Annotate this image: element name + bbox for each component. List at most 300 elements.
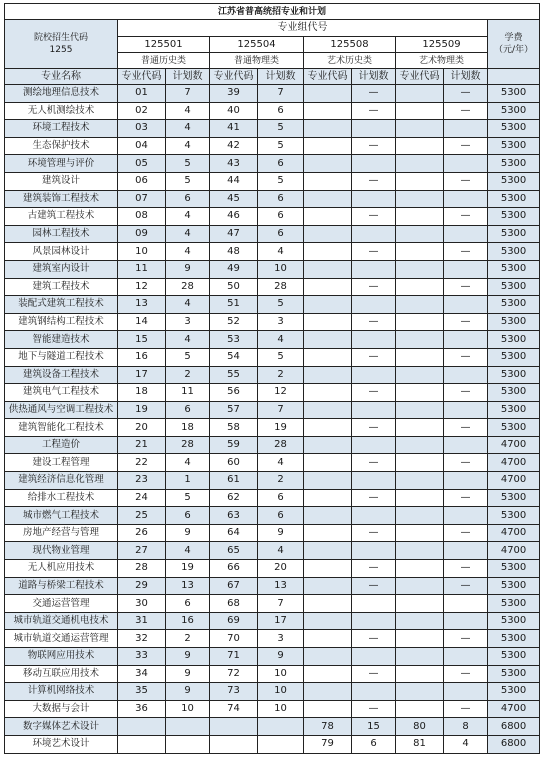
group4-code-cell [396,507,444,525]
group1-plan-cell: 18 [166,419,210,437]
group4-plan-cell [444,507,488,525]
group4-plan-cell: — [444,348,488,366]
group4-code-cell [396,700,444,718]
major-name-cell: 供热通风与空调工程技术 [5,401,118,419]
major-name-cell: 交通运营管理 [5,595,118,613]
group2-plan-cell: 3 [258,630,304,648]
fee-cell: 5300 [488,190,540,208]
major-name-cell: 建筑智能化工程技术 [5,419,118,437]
group-header: 专业组代号 [118,20,488,37]
fee-cell: 5300 [488,384,540,402]
group1-plan-cell: 9 [166,524,210,542]
group2-code-cell: 58 [210,419,258,437]
group3-plan-cell: — [352,137,396,155]
group1-plan-cell: 9 [166,683,210,701]
group3-code-cell [304,612,352,630]
group2-plan-cell: 28 [258,278,304,296]
group1-code-cell: 14 [118,313,166,331]
group1-plan-cell: 13 [166,577,210,595]
major-name-cell: 测绘地理信息技术 [5,85,118,103]
group2-plan-cell: 4 [258,454,304,472]
group3-code-cell [304,542,352,560]
group-code-4: 125509 [396,37,488,53]
group3-plan-cell [352,436,396,454]
group-category-2: 普通物理类 [210,53,304,69]
fee-cell: 4700 [488,454,540,472]
group4-plan-cell: — [444,560,488,578]
group1-plan-cell: 6 [166,401,210,419]
group1-plan-cell: 4 [166,120,210,138]
group1-code-cell: 29 [118,577,166,595]
group3-plan-cell [352,260,396,278]
group3-plan-cell: — [352,665,396,683]
group4-code-cell [396,472,444,490]
table-row [5,366,540,384]
group1-plan-cell: 5 [166,155,210,173]
group1-plan-cell: 2 [166,630,210,648]
col-header-fee-spacer [488,69,540,85]
col-header-major-code: 专业代码 [210,69,258,85]
major-name-cell: 地下与隧道工程技术 [5,348,118,366]
group3-code-cell [304,243,352,261]
group2-plan-cell: 7 [258,401,304,419]
group-category-3: 艺术历史类 [304,53,396,69]
group1-code-cell: 13 [118,296,166,314]
group1-plan-cell: 6 [166,190,210,208]
group1-code-cell: 25 [118,507,166,525]
group1-plan-cell: 4 [166,331,210,349]
table-row [5,577,540,595]
major-name-cell: 装配式建筑工程技术 [5,296,118,314]
group4-plan-cell: — [444,419,488,437]
group2-code-cell: 59 [210,436,258,454]
group-category-4: 艺术物理类 [396,53,488,69]
table-row [5,612,540,630]
group2-code-cell: 49 [210,260,258,278]
group1-plan-cell: 2 [166,366,210,384]
group2-plan-cell: 9 [258,524,304,542]
group3-code-cell [304,366,352,384]
group3-code-cell [304,436,352,454]
major-name-cell: 环境艺术设计 [5,735,118,753]
group3-code-cell [304,120,352,138]
major-name-cell: 城市轨道交通机电技术 [5,612,118,630]
group2-plan-cell: 6 [258,155,304,173]
major-name-cell: 给排水工程技术 [5,489,118,507]
group2-code-cell: 72 [210,665,258,683]
group1-code-cell: 09 [118,225,166,243]
col-header-major-name: 专业名称 [5,69,118,85]
group1-plan-cell: 5 [166,489,210,507]
table-row [5,436,540,454]
group3-code-cell [304,419,352,437]
group4-plan-cell [444,120,488,138]
group1-code-cell [118,718,166,736]
major-name-cell: 园林工程技术 [5,225,118,243]
group4-code-cell [396,331,444,349]
group4-code-cell [396,102,444,120]
group4-plan-cell [444,683,488,701]
group4-plan-cell [444,436,488,454]
group4-plan-cell [444,648,488,666]
table-row [5,648,540,666]
group3-plan-cell [352,225,396,243]
group1-code-cell: 32 [118,630,166,648]
col-header-major-code: 专业代码 [396,69,444,85]
group3-code-cell [304,137,352,155]
group3-code-cell [304,683,352,701]
fee-cell: 4700 [488,542,540,560]
group4-code-cell [396,348,444,366]
group4-code-cell [396,85,444,103]
group3-code-cell [304,313,352,331]
group2-code-cell: 62 [210,489,258,507]
group2-plan-cell: 10 [258,260,304,278]
group4-code-cell [396,683,444,701]
group3-plan-cell [352,366,396,384]
group4-code-cell [396,225,444,243]
group4-code-cell [396,260,444,278]
group1-code-cell: 23 [118,472,166,490]
group2-plan-cell: 4 [258,331,304,349]
table-row [5,401,540,419]
group2-plan-cell: 10 [258,683,304,701]
group1-plan-cell: 4 [166,208,210,226]
major-name-cell: 道路与桥梁工程技术 [5,577,118,595]
group2-plan-cell: 10 [258,700,304,718]
table-row [5,296,540,314]
group3-plan-cell [352,507,396,525]
major-name-cell: 工程造价 [5,436,118,454]
group1-code-cell: 11 [118,260,166,278]
group2-plan-cell: 5 [258,120,304,138]
group2-code-cell: 52 [210,313,258,331]
group4-plan-cell: 8 [444,718,488,736]
col-header-major-code: 专业代码 [118,69,166,85]
group4-code-cell [396,208,444,226]
group3-code-cell [304,489,352,507]
fee-cell: 5300 [488,612,540,630]
group2-code-cell: 46 [210,208,258,226]
table-row [5,718,540,736]
group3-code-cell [304,577,352,595]
fee-unit: （元/年） [494,45,534,55]
group3-plan-cell: — [352,454,396,472]
group1-code-cell: 20 [118,419,166,437]
group3-plan-cell: — [352,278,396,296]
table-title: 江苏省普高统招专业和计划 [5,4,540,20]
group2-code-cell: 63 [210,507,258,525]
group4-plan-cell [444,190,488,208]
group1-code-cell: 03 [118,120,166,138]
group2-plan-cell: 19 [258,419,304,437]
group-category-1: 普通历史类 [118,53,210,69]
group4-plan-cell: — [444,524,488,542]
fee-cell: 5300 [488,665,540,683]
group4-plan-cell: — [444,454,488,472]
group3-plan-cell: — [352,524,396,542]
major-name-cell: 大数据与会计 [5,700,118,718]
major-name-cell: 生态保护技术 [5,137,118,155]
group2-plan-cell: 9 [258,648,304,666]
group1-code-cell: 21 [118,436,166,454]
major-name-cell: 计算机网络技术 [5,683,118,701]
group3-code-cell [304,401,352,419]
group2-plan-cell: 3 [258,313,304,331]
group1-plan-cell: 4 [166,243,210,261]
group4-code-cell [396,665,444,683]
group4-code-cell [396,648,444,666]
group2-code-cell: 73 [210,683,258,701]
group2-plan-cell: 6 [258,102,304,120]
fee-cell: 4700 [488,524,540,542]
group4-plan-cell [444,472,488,490]
table-row [5,331,540,349]
group4-code-cell [396,243,444,261]
table-row [5,278,540,296]
group2-code-cell: 48 [210,243,258,261]
table-row [5,560,540,578]
fee-cell: 5300 [488,648,540,666]
fee-cell: 5300 [488,208,540,226]
group4-code-cell [396,454,444,472]
group3-plan-cell [352,190,396,208]
major-name-cell: 建筑设计 [5,172,118,190]
fee-cell: 5300 [488,419,540,437]
table-row [5,260,540,278]
group3-code-cell: 79 [304,735,352,753]
fee-cell: 5300 [488,683,540,701]
group1-code-cell: 07 [118,190,166,208]
group3-plan-cell [352,648,396,666]
table-row [5,155,540,173]
group2-plan-cell: 6 [258,208,304,226]
major-name-cell: 建筑室内设计 [5,260,118,278]
group3-plan-cell [352,155,396,173]
fee-cell: 5300 [488,348,540,366]
group1-code-cell: 22 [118,454,166,472]
group4-code-cell [396,155,444,173]
group1-plan-cell: 16 [166,612,210,630]
group2-plan-cell: 12 [258,384,304,402]
group2-plan-cell: 5 [258,137,304,155]
group3-code-cell [304,348,352,366]
group1-plan-cell: 9 [166,665,210,683]
group3-code-cell [304,208,352,226]
table-row [5,120,540,138]
group4-plan-cell [444,331,488,349]
major-name-cell: 建设工程管理 [5,454,118,472]
group-code-3: 125508 [304,37,396,53]
major-name-cell: 建筑电气工程技术 [5,384,118,402]
group3-code-cell [304,85,352,103]
group3-plan-cell [352,595,396,613]
group1-code-cell: 31 [118,612,166,630]
group3-code-cell [304,454,352,472]
group2-code-cell: 54 [210,348,258,366]
group2-plan-cell: 28 [258,436,304,454]
group4-code-cell [396,436,444,454]
group4-plan-cell [444,401,488,419]
major-name-cell: 城市轨道交通运营管理 [5,630,118,648]
group2-code-cell [210,735,258,753]
group1-plan-cell: 11 [166,384,210,402]
group2-plan-cell [258,718,304,736]
major-name-cell: 古建筑工程技术 [5,208,118,226]
group3-plan-cell: — [352,560,396,578]
group4-plan-cell [444,612,488,630]
group1-code-cell: 06 [118,172,166,190]
group2-plan-cell: 4 [258,542,304,560]
group3-plan-cell: — [352,700,396,718]
school-code-label: 院校招生代码 [33,33,88,43]
group1-plan-cell: 6 [166,507,210,525]
group2-code-cell: 53 [210,331,258,349]
group3-code-cell [304,472,352,490]
group1-plan-cell: 7 [166,85,210,103]
group3-code-cell [304,331,352,349]
group2-plan-cell: 13 [258,577,304,595]
group1-plan-cell: 9 [166,260,210,278]
group1-code-cell: 15 [118,331,166,349]
table-row [5,243,540,261]
group4-code-cell [396,560,444,578]
group2-code-cell: 42 [210,137,258,155]
group-code-2: 125504 [210,37,304,53]
group4-code-cell [396,313,444,331]
group1-plan-cell: 4 [166,225,210,243]
group4-plan-cell [444,366,488,384]
group1-code-cell: 16 [118,348,166,366]
group4-code-cell [396,542,444,560]
group2-code-cell: 43 [210,155,258,173]
group1-plan-cell: 28 [166,436,210,454]
group4-plan-cell: 4 [444,735,488,753]
group3-code-cell [304,524,352,542]
group4-plan-cell [444,260,488,278]
major-name-cell: 环境管理与评价 [5,155,118,173]
group1-plan-cell: 19 [166,560,210,578]
fee-cell: 5300 [488,172,540,190]
group3-plan-cell: — [352,348,396,366]
group2-code-cell: 41 [210,120,258,138]
group1-plan-cell [166,735,210,753]
fee-cell: 5300 [488,120,540,138]
fee-cell: 5300 [488,102,540,120]
group3-code-cell [304,595,352,613]
major-name-cell: 无人机测绘技术 [5,102,118,120]
table-row [5,348,540,366]
fee-cell: 5300 [488,595,540,613]
group3-code-cell [304,190,352,208]
group2-plan-cell: 5 [258,348,304,366]
group2-plan-cell: 6 [258,225,304,243]
enrollment-plan-table [4,3,540,754]
group2-code-cell: 68 [210,595,258,613]
group4-code-cell [396,489,444,507]
group2-plan-cell: 10 [258,665,304,683]
group1-plan-cell: 4 [166,454,210,472]
group3-code-cell [304,384,352,402]
fee-cell: 5300 [488,577,540,595]
table-row [5,700,540,718]
group3-plan-cell: — [352,630,396,648]
group3-code-cell [304,700,352,718]
group3-plan-cell [352,120,396,138]
group4-code-cell [396,172,444,190]
school-code-value: 1255 [49,45,73,55]
major-name-cell: 移动互联应用技术 [5,665,118,683]
table-row [5,665,540,683]
group4-code-cell [396,120,444,138]
major-name-cell: 现代物业管理 [5,542,118,560]
group4-code-cell [396,630,444,648]
major-name-cell: 数字媒体艺术设计 [5,718,118,736]
table-row [5,454,540,472]
group4-code-cell [396,595,444,613]
group1-code-cell [118,735,166,753]
group4-code-cell [396,524,444,542]
table-row [5,137,540,155]
group3-plan-cell: — [352,577,396,595]
table-row [5,85,540,103]
fee-cell: 5300 [488,313,540,331]
group1-plan-cell: 4 [166,102,210,120]
group2-code-cell: 70 [210,630,258,648]
group2-plan-cell: 2 [258,366,304,384]
col-header-plan-count: 计划数 [444,69,488,85]
group4-plan-cell: — [444,208,488,226]
group2-plan-cell: 20 [258,560,304,578]
major-name-cell: 建筑设备工程技术 [5,366,118,384]
fee-cell: 6800 [488,718,540,736]
table-row [5,735,540,753]
group3-plan-cell: — [352,243,396,261]
group3-code-cell [304,648,352,666]
table-row [5,419,540,437]
group3-code-cell: 78 [304,718,352,736]
group1-code-cell: 30 [118,595,166,613]
table-row [5,507,540,525]
group1-code-cell: 02 [118,102,166,120]
group3-plan-cell: — [352,489,396,507]
table-row [5,384,540,402]
fee-cell: 4700 [488,436,540,454]
group1-code-cell: 05 [118,155,166,173]
group2-plan-cell [258,735,304,753]
group3-code-cell [304,225,352,243]
fee-cell: 5300 [488,225,540,243]
group4-plan-cell: — [444,313,488,331]
major-name-cell: 智能建造技术 [5,331,118,349]
group4-code-cell [396,278,444,296]
group4-plan-cell: — [444,85,488,103]
group3-plan-cell: — [352,313,396,331]
group4-plan-cell [444,595,488,613]
group1-code-cell: 10 [118,243,166,261]
group2-code-cell [210,718,258,736]
group1-plan-cell: 4 [166,542,210,560]
table-row [5,313,540,331]
group1-code-cell: 34 [118,665,166,683]
fee-cell: 5300 [488,243,540,261]
fee-cell: 5300 [488,85,540,103]
group1-plan-cell: 9 [166,648,210,666]
table-row [5,524,540,542]
group2-plan-cell: 17 [258,612,304,630]
group4-plan-cell: — [444,630,488,648]
fee-cell: 5300 [488,401,540,419]
